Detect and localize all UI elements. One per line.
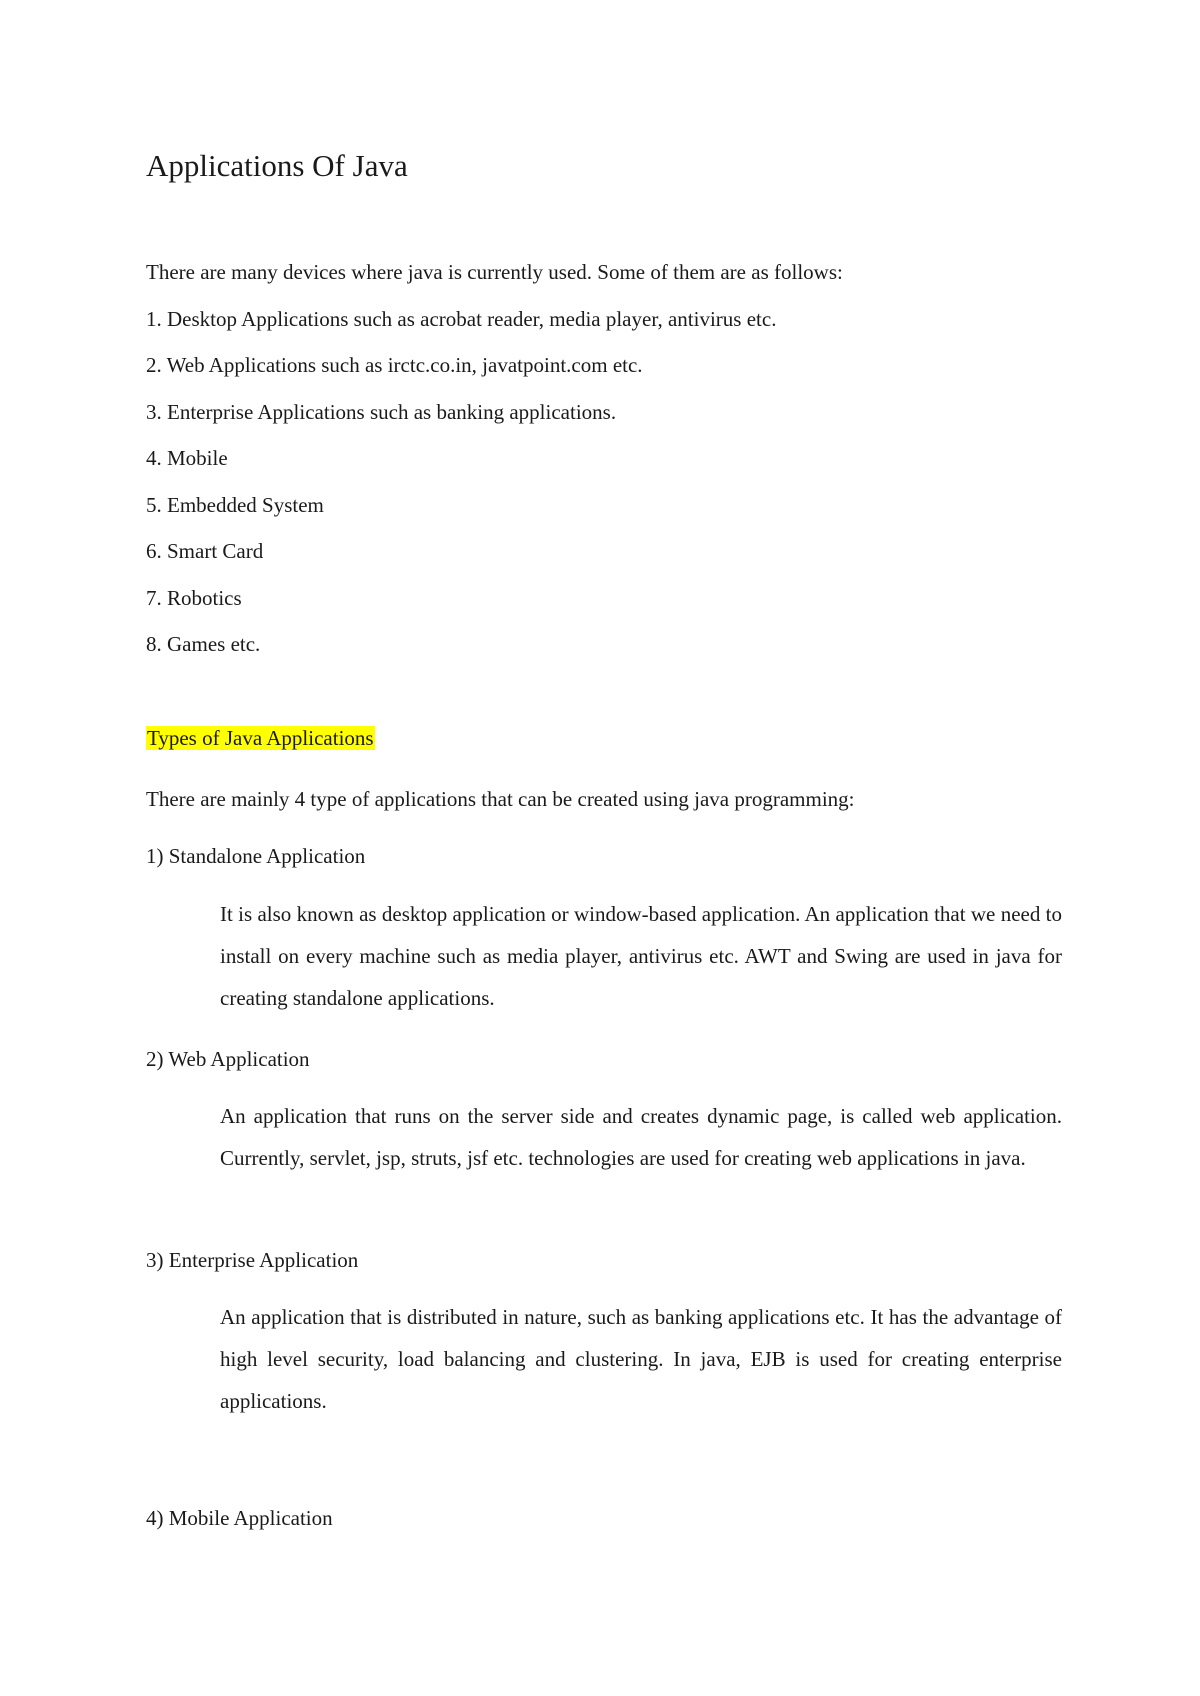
- list-item: 7. Robotics: [146, 586, 242, 610]
- type-label-enterprise: 3) Enterprise Application: [146, 1248, 359, 1272]
- list-item: 5. Embedded System: [146, 493, 324, 517]
- list-item: 1. Desktop Applications such as acrobat reader, media player, antivirus etc.: [146, 307, 777, 331]
- type-label-standalone: 1) Standalone Application: [146, 844, 366, 868]
- type-description-web: An application that runs on the server side and creates dynamic page, is called web application. Currently, servlet, jsp, struts, jsf etc. technologies are used for creating web applications in java.: [220, 1104, 1062, 1170]
- list-item: 2. Web Applications such as irctc.co.in, javatpoint.com etc.: [146, 353, 643, 377]
- section-heading: [146, 724, 375, 752]
- type-label-mobile: 4) Mobile Application: [146, 1506, 333, 1530]
- types-intro-text: There are mainly 4 type of applications that can be created using java programming:: [146, 787, 855, 811]
- list-item: 6. Smart Card: [146, 539, 264, 563]
- intro-text: There are many devices where java is currently used. Some of them are as follows:: [146, 260, 843, 284]
- list-item: 4. Mobile: [146, 446, 228, 470]
- page-title: Applications Of Java: [146, 148, 408, 183]
- type-description-standalone: It is also known as desktop application or window-based application. An application that we need to install on every machine such as media player, antivirus etc. AWT and Swing are used in java for creating standalone applications.: [220, 902, 1062, 1010]
- type-label-web: 2) Web Application: [146, 1047, 310, 1071]
- list-item: 8. Games etc.: [146, 632, 261, 656]
- list-item: 3. Enterprise Applications such as banking applications.: [146, 400, 617, 424]
- highlighted-heading-text: Types of Java Applications: [147, 726, 374, 750]
- type-description-enterprise: An application that is distributed in nature, such as banking applications etc. It has the advantage of high level security, load balancing and clustering. In java, EJB is used for creating enterprise applications.: [220, 1305, 1062, 1413]
